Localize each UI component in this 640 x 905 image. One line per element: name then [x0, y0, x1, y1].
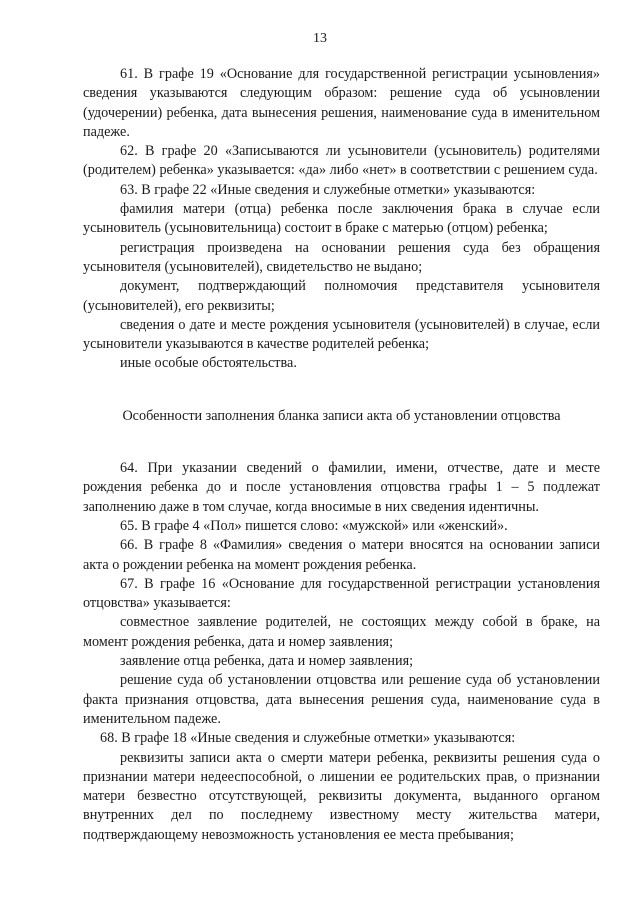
paragraph: документ, подтверждающий полномочия представителя усыновителя (усыновителей), его реквизиты; [83, 278, 600, 314]
page-number: 13 [313, 31, 327, 46]
paragraph: 63. В графе 22 «Иные сведения и служебные отметки» указываются: [120, 181, 536, 198]
paragraph: заявление отца ребенка, дата и номер заявления; [120, 653, 414, 670]
document-body [83, 65, 600, 845]
paragraph: сведения о дате и месте рождения усыновителя (усыновителей) в случае, если усыновители указываются в качестве родителей ребенка; [83, 316, 600, 353]
paragraph: регистрация произведена на основании решения суда без обращения усыновителя (усыновителей), свидетельство не выдано; [83, 239, 600, 275]
paragraph: 61. В графе 19 «Основание для государственной регистрации усыновления» сведения указываются следующим образом: решение суда об усыновлении (удочерении) ребенка, дата вынесения решения, наименование суда в именительном падеже. [83, 66, 600, 140]
paragraph: 62. В графе 20 «Записываются ли усыновители (усыновитель) родителями (родителем) ребенка» указывается: «да» либо «нет» в соответствии с решением суда. [83, 143, 600, 179]
paragraph: 64. При указании сведений о фамилии, имени, отчестве, дате и месте рождения ребенка до и после установления отцовства графы 1 – 5 подлежат заполнению даже в том случае, когда вносимые в них сведения идентичны. [83, 460, 600, 515]
paragraph: реквизиты записи акта о смерти матери ребенка, реквизиты решения суда о признании матери недееспособной, о лишении ее родительских прав, о признании матери безвестно отсутствующей, реквизиты документа, выданного органом внутренних дел по последнему известному месту жительства матери, подтверждающему невозможность установления ее места пребывания; [83, 749, 600, 843]
paragraph: решение суда об установлении отцовства или решение суда об установлении факта признания отцовства, дата вынесения решения суда, наименование суда в именительном падеже. [83, 672, 600, 727]
paragraph: совместное заявление родителей, не состоящих между собой в браке, на момент рождения ребенка, дата и номер заявления; [83, 614, 600, 650]
paragraph: 66. В графе 8 «Фамилия» сведения о матери вносятся на основании записи акта о рождении ребенка на момент рождения ребенка. [83, 537, 600, 573]
paragraph: 67. В графе 16 «Основание для государственной регистрации установления отцовства» указывается: [83, 575, 600, 612]
paragraph: иные особые обстоятельства. [120, 355, 297, 372]
paragraph: фамилия матери (отца) ребенка после заключения брака в случае если усыновитель (усыновительница) состоит в браке с матерью (отцом) ребенка; [83, 201, 600, 237]
paragraph: 65. В графе 4 «Пол» пишется слово: «мужской» или «женский». [120, 517, 508, 534]
paragraph: 68. В графе 18 «Иные сведения и служебные отметки» указываются: [100, 730, 516, 747]
section-heading: Особенности заполнения бланка записи акта об установлении отцовства [122, 407, 561, 424]
